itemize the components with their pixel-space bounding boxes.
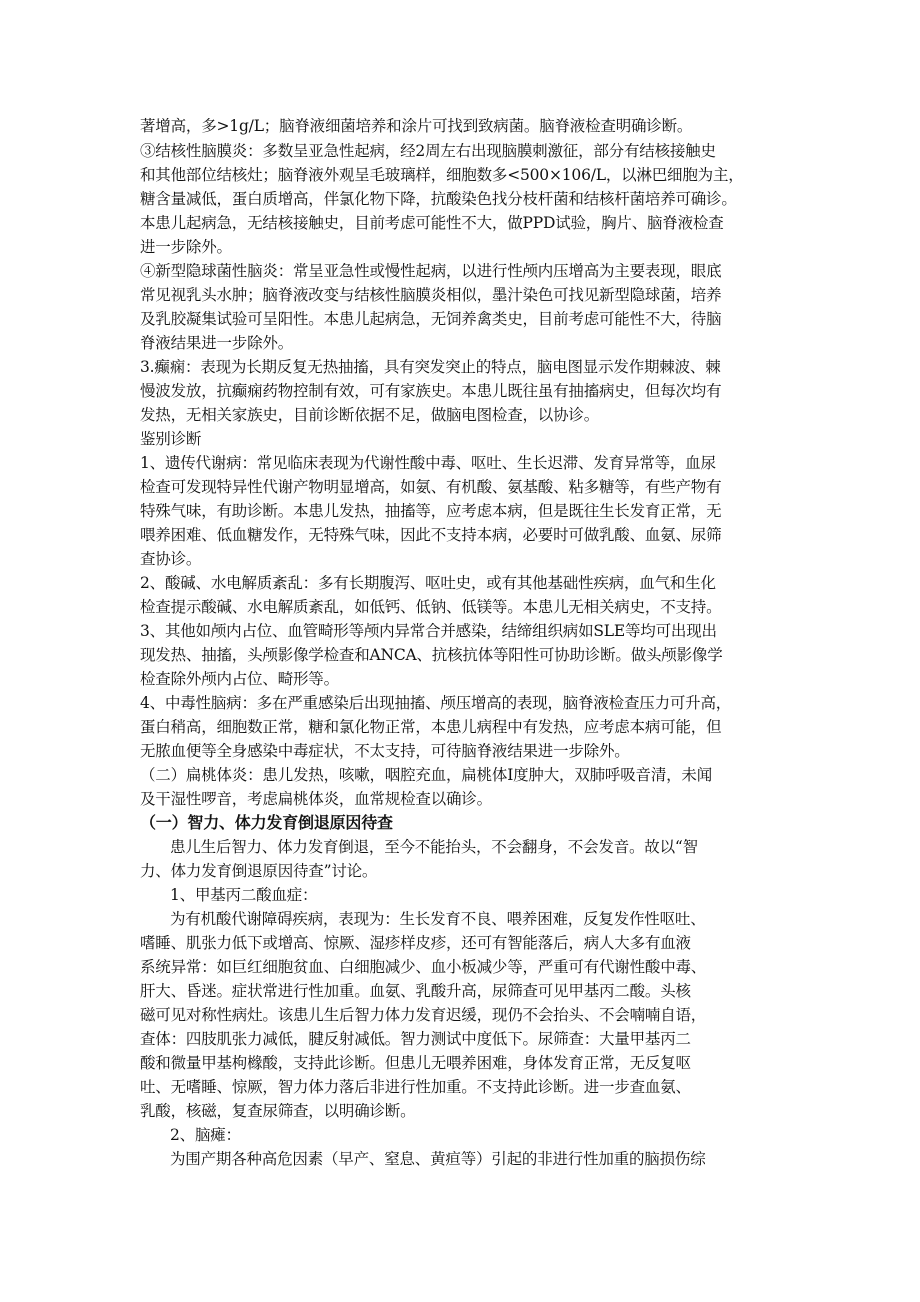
- section-heading: （一）智力、体力发育倒退原因待查: [140, 813, 393, 832]
- text-line: 检查可发现特异性代谢产物明显增高，如氨、有机酸、氨基酸、粘多糖等，有些产物有: [140, 478, 722, 496]
- text-line: （二）扁桃体炎：患儿发热，咳嗽，咽腔充血，扁桃体Ⅰ度肿大，双肺呼吸音清，未闻: [140, 766, 713, 784]
- text-line: 3.癫痫：表现为长期反复无热抽搐，具有突发突止的特点，脑电图显示发作期棘波、棘: [140, 358, 721, 376]
- text-line: 为围产期各种高危因素（早产、窒息、黄疸等）引起的非进行性加重的脑损伤综: [170, 1150, 706, 1168]
- text-line: 著增高，多>1g/L；脑脊液细菌培养和涂片可找到致病菌。脑脊液检查明确诊断。: [140, 117, 693, 135]
- section-label: 鉴别诊断: [140, 430, 202, 448]
- text-line: 检查提示酸碱、水电解质紊乱，如低钙、低钠、低镁等。本患儿无相关病史，不支持。: [140, 598, 722, 616]
- text-line: 本患儿起病急，无结核接触史，目前考虑可能性不大，做PPD试验，胸片、脑脊液检查: [140, 214, 724, 232]
- text-line: 常见视乳头水肿；脑脊液改变与结核性脑膜炎相似，墨汁染色可找见新型隐球菌，培养: [140, 286, 722, 304]
- text-line: 查体：四肢肌张力减低，腱反射减低。智力测试中度低下。尿筛查：大量甲基丙二: [140, 1030, 691, 1048]
- text-line: 现发热、抽搐，头颅影像学检查和ANCA、抗核抗体等阳性可协助诊断。做头颅影像学: [140, 646, 723, 664]
- text-line: ④新型隐球菌性脑炎：常呈亚急性或慢性起病，以进行性颅内压增高为主要表现，眼底: [140, 262, 722, 280]
- text-line: 慢波发放，抗癫痫药物控制有效，可有家族史。本患儿既往虽有抽搐病史，但每次均有: [140, 382, 722, 400]
- text-line: 嗜睡、肌张力低下或增高、惊厥、湿疹样皮疹，还可有智能落后，病人大多有血液: [140, 934, 691, 952]
- text-line: 酸和微量甲基枸橼酸，支持此诊断。但患儿无喂养困难，身体发育正常，无反复呕: [140, 1054, 691, 1072]
- text-line: 系统异常：如巨红细胞贫血、白细胞减少、血小板减少等，严重可有代谢性酸中毒、: [140, 958, 707, 976]
- text-line: 及乳胶凝集试验可呈阳性。本患儿起病急，无饲养禽类史，目前考虑可能性不大，待脑: [140, 310, 722, 328]
- text-line: ③结核性脑膜炎：多数呈亚急性起病，经2周左右出现脑膜刺激征，部分有结核接触史: [140, 142, 716, 160]
- subsection-heading: 2、脑瘫：: [170, 1126, 241, 1144]
- text-line: 1、遗传代谢病：常见临床表现为代谢性酸中毒、呕吐、生长迟滞、发育异常等，血尿: [140, 454, 716, 472]
- text-line: 无脓血便等全身感染中毒症状，不太支持，可待脑脊液结果进一步除外。: [140, 742, 630, 760]
- text-line: 肝大、昏迷。症状常进行性加重。血氨、乳酸升高，尿筛查可见甲基丙二酸。头核: [140, 982, 691, 1000]
- text-line: 力、体力发育倒退原因待查”讨论。: [140, 862, 378, 880]
- text-line: 及干湿性啰音，考虑扁桃体炎，血常规检查以确诊。: [140, 790, 492, 808]
- text-line: 检查除外颅内占位、畸形等。: [140, 670, 339, 688]
- text-line: 糖含量减低，蛋白质增高，伴氯化物下降，抗酸染色找分枝杆菌和结核杆菌培养可确诊。: [140, 190, 737, 208]
- text-line: 2、酸碱、水电解质紊乱：多有长期腹泻、呕吐史，或有其他基础性疾病，血气和生化: [140, 574, 716, 592]
- text-line: 吐、无嗜睡、惊厥，智力体力落后非进行性加重。不支持此诊断。进一步查血氨、: [140, 1078, 691, 1096]
- text-line: 查协诊。: [140, 550, 202, 568]
- text-line: 脊液结果进一步除外。: [140, 334, 294, 352]
- text-line: 进一步除外。: [140, 238, 232, 256]
- text-line: 乳酸，核磁，复查尿筛查，以明确诊断。: [140, 1102, 416, 1120]
- text-line: 特殊气味，有助诊断。本患儿发热，抽搐等，应考虑本病，但是既往生长发育正常，无: [140, 502, 722, 520]
- text-line: 为有机酸代谢障碍疾病，表现为：生长发育不良、喂养困难，反复发作性呕吐、: [170, 910, 706, 928]
- text-line: 患儿生后智力、体力发育倒退，至今不能抬头，不会翻身，不会发音。故以“智: [170, 838, 698, 856]
- text-line: 蛋白稍高，细胞数正常，糖和氯化物正常，本患儿病程中有发热，应考虑本病可能，但: [140, 718, 722, 736]
- text-line: 发热，无相关家族史，目前诊断依据不足，做脑电图检查，以协诊。: [140, 406, 600, 424]
- text-line: 喂养困难、低血糖发作，无特殊气味，因此不支持本病，必要时可做乳酸、血氨、尿筛: [140, 526, 722, 544]
- subsection-heading: 1、甲基丙二酸血症：: [170, 886, 318, 904]
- text-line: 4、中毒性脑病：多在严重感染后出现抽搐、颅压增高的表现，脑脊液检查压力可升高，: [140, 694, 732, 712]
- text-line: 磁可见对称性病灶。该患儿生后智力体力发育迟缓，现仍不会抬头、不会喃喃自语，: [140, 1006, 707, 1024]
- text-line: 和其他部位结核灶；脑脊液外观呈毛玻璃样，细胞数多<500×106/L，以淋巴细胞为主，: [140, 166, 744, 184]
- text-line: 3、其他如颅内占位、血管畸形等颅内异常合并感染，结缔组织病如SLE等均可出现出: [140, 622, 717, 640]
